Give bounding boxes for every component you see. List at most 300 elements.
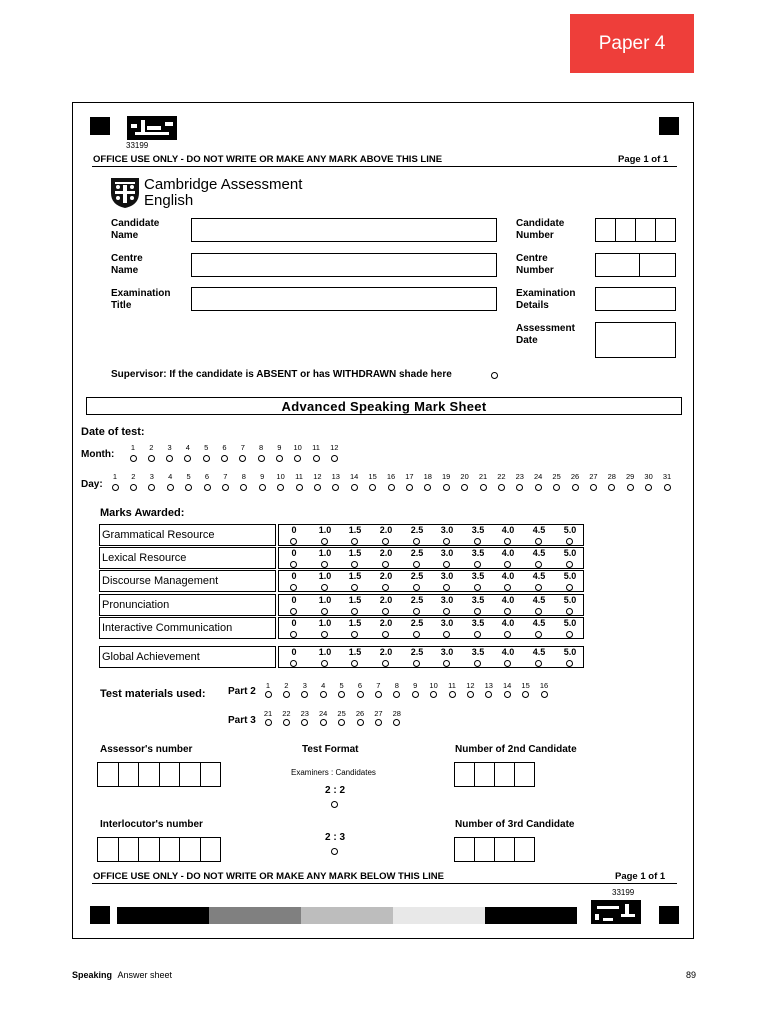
score-bubble[interactable] bbox=[413, 584, 420, 591]
office-use-top: OFFICE USE ONLY - DO NOT WRITE OR MAKE ANY MARK ABOVE THIS LINE bbox=[93, 154, 443, 165]
examiners-candidates-label: Examiners : Candidates bbox=[291, 768, 376, 777]
score-bubble[interactable] bbox=[351, 538, 358, 545]
score-bubble[interactable] bbox=[321, 538, 328, 545]
part2-number: 15 bbox=[521, 681, 530, 690]
score-value: 3.5 bbox=[471, 548, 485, 558]
score-value: 4.5 bbox=[532, 525, 546, 535]
day-number: 12 bbox=[313, 472, 322, 481]
score-bubble[interactable] bbox=[443, 584, 450, 591]
score-bubble[interactable] bbox=[321, 608, 328, 615]
month-number: 10 bbox=[293, 443, 302, 452]
part2-bubble[interactable] bbox=[283, 691, 290, 698]
score-value: 4.0 bbox=[501, 548, 515, 558]
score-value: 5.0 bbox=[563, 548, 577, 558]
part3-label: Part 3 bbox=[228, 715, 256, 726]
centre-name-field[interactable] bbox=[191, 253, 497, 277]
score-bubble[interactable] bbox=[504, 608, 511, 615]
part2-number: 2 bbox=[284, 681, 289, 690]
score-value: 0 bbox=[291, 647, 297, 657]
score-bubble[interactable] bbox=[443, 608, 450, 615]
day-number: 18 bbox=[423, 472, 432, 481]
criterion-label: Pronunciation bbox=[99, 594, 276, 616]
score-value: 3.5 bbox=[471, 647, 485, 657]
score-value: 1.0 bbox=[318, 618, 332, 628]
format-2-3-bubble[interactable] bbox=[331, 848, 338, 855]
score-value: 5.0 bbox=[563, 647, 577, 657]
third-candidate-label: Number of 3rd Candidate bbox=[455, 819, 575, 830]
day-bubble[interactable] bbox=[204, 484, 211, 491]
centre-number-label: Centre Number bbox=[516, 253, 554, 276]
format-2-2-label: 2 : 2 bbox=[325, 785, 346, 796]
day-number: 21 bbox=[478, 472, 488, 481]
code-bottom: 33199 bbox=[612, 888, 635, 897]
day-bubble[interactable] bbox=[351, 484, 358, 491]
month-bubble[interactable] bbox=[221, 455, 228, 462]
score-value: 2.5 bbox=[410, 595, 424, 605]
score-bubble[interactable] bbox=[443, 561, 450, 568]
score-value: 4.0 bbox=[501, 525, 515, 535]
day-number: 28 bbox=[607, 472, 616, 481]
score-bubble[interactable] bbox=[290, 584, 297, 591]
score-value: 3.5 bbox=[471, 525, 485, 535]
criterion-label: Global Achievement bbox=[99, 646, 276, 668]
score-value: 2.5 bbox=[410, 647, 424, 657]
score-value: 5.0 bbox=[563, 571, 577, 581]
score-value: 1.0 bbox=[318, 595, 332, 605]
part3-number: 21 bbox=[263, 709, 273, 718]
score-value: 3.0 bbox=[440, 571, 454, 581]
part2-label: Part 2 bbox=[228, 686, 256, 697]
page-indicator-bottom: Page 1 of 1 bbox=[615, 871, 666, 882]
part2-bubble[interactable] bbox=[504, 691, 511, 698]
score-value: 1.0 bbox=[318, 571, 332, 581]
part3-bubble[interactable] bbox=[375, 719, 382, 726]
part3-number: 25 bbox=[337, 709, 346, 718]
score-value: 3.0 bbox=[440, 618, 454, 628]
part3-number: 22 bbox=[282, 709, 291, 718]
score-bubble[interactable] bbox=[290, 561, 297, 568]
examination-details-field[interactable] bbox=[595, 287, 676, 311]
month-bubble[interactable] bbox=[203, 455, 210, 462]
score-value: 2.5 bbox=[410, 525, 424, 535]
score-bubble[interactable] bbox=[351, 584, 358, 591]
score-bubble[interactable] bbox=[535, 561, 542, 568]
criterion-label: Grammatical Resource bbox=[99, 524, 276, 546]
day-bubble[interactable] bbox=[388, 484, 395, 491]
month-label: Month: bbox=[81, 449, 115, 460]
month-bubble[interactable] bbox=[258, 455, 265, 462]
score-value: 2.0 bbox=[379, 525, 393, 535]
score-value: 1.5 bbox=[348, 647, 362, 657]
score-bubble[interactable] bbox=[535, 660, 542, 667]
score-bubble[interactable] bbox=[474, 538, 481, 545]
month-number: 6 bbox=[222, 443, 227, 452]
score-bubble[interactable] bbox=[351, 608, 358, 615]
score-bubble[interactable] bbox=[321, 584, 328, 591]
day-number: 5 bbox=[186, 472, 191, 481]
part2-number: 5 bbox=[339, 681, 344, 690]
test-materials-label: Test materials used: bbox=[100, 688, 206, 700]
score-value: 4.0 bbox=[501, 571, 515, 581]
day-bubble[interactable] bbox=[572, 484, 579, 491]
score-value: 5.0 bbox=[563, 525, 577, 535]
candidate-name-field[interactable] bbox=[191, 218, 497, 242]
month-number: 11 bbox=[312, 443, 320, 452]
score-value: 5.0 bbox=[563, 595, 577, 605]
mark-sheet-title: Advanced Speaking Mark Sheet bbox=[86, 397, 682, 415]
part2-bubble[interactable] bbox=[467, 691, 474, 698]
corner-marker-top-right bbox=[659, 117, 679, 135]
candidate-number-field[interactable] bbox=[595, 218, 676, 242]
score-bubble[interactable] bbox=[351, 660, 358, 667]
score-value: 3.5 bbox=[471, 618, 485, 628]
score-bubble[interactable] bbox=[443, 660, 450, 667]
part3-bubble[interactable] bbox=[357, 719, 364, 726]
score-value: 0 bbox=[291, 595, 297, 605]
month-number: 7 bbox=[240, 443, 245, 452]
day-number: 11 bbox=[295, 472, 303, 481]
score-value: 4.5 bbox=[532, 595, 546, 605]
score-value: 3.5 bbox=[471, 595, 485, 605]
score-value: 5.0 bbox=[563, 618, 577, 628]
score-value: 3.0 bbox=[440, 525, 454, 535]
day-number: 4 bbox=[168, 472, 173, 481]
score-value: 0 bbox=[291, 548, 297, 558]
score-value: 1.0 bbox=[318, 647, 332, 657]
month-number: 8 bbox=[259, 443, 264, 452]
score-row bbox=[278, 570, 584, 592]
interlocutor-number-label: Interlocutor's number bbox=[100, 819, 203, 830]
office-use-bottom: OFFICE USE ONLY - DO NOT WRITE OR MAKE ANY MARK BELOW THIS LINE bbox=[93, 871, 444, 882]
day-bubble[interactable] bbox=[627, 484, 634, 491]
part2-bubble[interactable] bbox=[357, 691, 364, 698]
examination-title-field[interactable] bbox=[191, 287, 497, 311]
part2-bubble[interactable] bbox=[541, 691, 548, 698]
score-value: 1.0 bbox=[318, 548, 332, 558]
score-bubble[interactable] bbox=[290, 660, 297, 667]
format-2-2-bubble[interactable] bbox=[331, 801, 338, 808]
score-row bbox=[278, 594, 584, 616]
score-bubble[interactable] bbox=[566, 608, 573, 615]
score-bubble[interactable] bbox=[382, 538, 389, 545]
footer-section: Speaking bbox=[72, 970, 113, 980]
interlocutor-number-field[interactable] bbox=[97, 837, 221, 862]
grey-scale-strip bbox=[117, 907, 577, 924]
month-bubble[interactable] bbox=[331, 455, 338, 462]
page-footer bbox=[72, 970, 172, 980]
score-value: 0 bbox=[291, 571, 297, 581]
day-number: 30 bbox=[644, 472, 653, 481]
day-number: 1 bbox=[112, 472, 118, 481]
score-bubble[interactable] bbox=[566, 584, 573, 591]
score-value: 3.0 bbox=[440, 647, 454, 657]
score-bubble[interactable] bbox=[413, 660, 420, 667]
day-number: 27 bbox=[589, 472, 598, 481]
score-bubble[interactable] bbox=[566, 561, 573, 568]
score-bubble[interactable] bbox=[504, 631, 511, 638]
score-value: 0 bbox=[291, 525, 297, 535]
score-bubble[interactable] bbox=[382, 660, 389, 667]
score-bubble[interactable] bbox=[413, 631, 420, 638]
part3-number: 26 bbox=[355, 709, 365, 718]
day-number: 23 bbox=[515, 472, 524, 481]
day-number: 25 bbox=[552, 472, 561, 481]
day-bubble[interactable] bbox=[296, 484, 303, 491]
score-value: 2.0 bbox=[379, 647, 393, 657]
centre-number-field[interactable] bbox=[595, 253, 676, 277]
score-bubble[interactable] bbox=[382, 584, 389, 591]
part2-number: 10 bbox=[429, 681, 438, 690]
day-number: 10 bbox=[276, 472, 285, 481]
day-bubble[interactable] bbox=[112, 484, 119, 491]
part2-number: 16 bbox=[539, 681, 549, 690]
score-bubble[interactable] bbox=[504, 584, 511, 591]
day-number: 26 bbox=[570, 472, 580, 481]
day-bubble[interactable] bbox=[222, 484, 229, 491]
day-label: Day: bbox=[81, 479, 103, 490]
assessor-number-label: Assessor's number bbox=[100, 744, 193, 755]
day-bubble[interactable] bbox=[664, 484, 671, 491]
day-number: 15 bbox=[368, 472, 377, 481]
score-bubble[interactable] bbox=[474, 660, 481, 667]
score-value: 3.5 bbox=[471, 571, 485, 581]
score-bubble[interactable] bbox=[382, 561, 389, 568]
score-value: 1.5 bbox=[348, 595, 362, 605]
second-candidate-label: Number of 2nd Candidate bbox=[455, 744, 577, 755]
part2-number: 12 bbox=[466, 681, 475, 690]
score-value: 4.5 bbox=[532, 647, 546, 657]
day-number: 16 bbox=[386, 472, 396, 481]
footer-subtitle: Answer sheet bbox=[117, 970, 173, 980]
day-number: 24 bbox=[534, 472, 543, 481]
score-bubble[interactable] bbox=[474, 584, 481, 591]
score-value: 3.0 bbox=[440, 548, 454, 558]
score-value: 4.0 bbox=[501, 618, 515, 628]
score-bubble[interactable] bbox=[566, 631, 573, 638]
day-number: 31 bbox=[662, 472, 672, 481]
part2-number: 1 bbox=[265, 681, 271, 690]
score-value: 2.0 bbox=[379, 571, 393, 581]
second-candidate-field[interactable] bbox=[454, 762, 535, 787]
day-number: 9 bbox=[260, 472, 265, 481]
supervisor-instruction: Supervisor: If the candidate is ABSENT or has WITHDRAWN shade here bbox=[111, 369, 452, 380]
score-bubble[interactable] bbox=[535, 608, 542, 615]
format-2-3-label: 2 : 3 bbox=[325, 832, 346, 843]
cambridge-crest-icon bbox=[110, 177, 140, 209]
score-value: 2.0 bbox=[379, 548, 393, 558]
score-bubble[interactable] bbox=[566, 660, 573, 667]
part3-bubble[interactable] bbox=[265, 719, 272, 726]
test-format-label: Test Format bbox=[302, 744, 359, 755]
month-number: 3 bbox=[167, 443, 172, 452]
absent-withdrawn-bubble[interactable] bbox=[491, 372, 498, 379]
score-bubble[interactable] bbox=[443, 631, 450, 638]
score-bubble[interactable] bbox=[290, 538, 297, 545]
score-bubble[interactable] bbox=[413, 561, 420, 568]
month-bubble[interactable] bbox=[148, 455, 155, 462]
part3-number: 28 bbox=[392, 709, 401, 718]
part2-bubble[interactable] bbox=[320, 691, 327, 698]
score-value: 4.5 bbox=[532, 618, 546, 628]
month-bubble[interactable] bbox=[313, 455, 320, 462]
score-bubble[interactable] bbox=[351, 561, 358, 568]
score-value: 1.5 bbox=[348, 525, 362, 535]
score-row bbox=[278, 617, 584, 639]
assessment-date-field[interactable] bbox=[595, 322, 676, 358]
third-candidate-field[interactable] bbox=[454, 837, 535, 862]
marks-awarded-label: Marks Awarded: bbox=[100, 507, 185, 519]
corner-marker-bottom-right bbox=[659, 906, 679, 924]
score-value: 2.5 bbox=[410, 571, 424, 581]
day-bubble[interactable] bbox=[443, 484, 450, 491]
score-bubble[interactable] bbox=[504, 561, 511, 568]
score-value: 1.5 bbox=[348, 571, 362, 581]
criterion-label: Discourse Management bbox=[99, 570, 276, 592]
score-value: 4.5 bbox=[532, 548, 546, 558]
day-number: 19 bbox=[442, 472, 451, 481]
day-bubble[interactable] bbox=[259, 484, 266, 491]
day-bubble[interactable] bbox=[130, 484, 137, 491]
day-number: 2 bbox=[131, 472, 136, 481]
paper-tag: Paper 4 bbox=[570, 14, 694, 73]
score-value: 0 bbox=[291, 618, 297, 628]
examination-details-label: Examination Details bbox=[516, 288, 576, 311]
divider-bottom bbox=[92, 883, 677, 884]
score-bubble[interactable] bbox=[535, 584, 542, 591]
score-bubble[interactable] bbox=[290, 608, 297, 615]
part2-number: 14 bbox=[503, 681, 512, 690]
footer-page-number: 89 bbox=[685, 970, 696, 980]
month-number: 5 bbox=[204, 443, 209, 452]
score-bubble[interactable] bbox=[413, 538, 420, 545]
day-number: 7 bbox=[223, 472, 228, 481]
score-value: 4.0 bbox=[501, 595, 515, 605]
score-row bbox=[278, 547, 584, 569]
logo-line2: English bbox=[144, 192, 194, 209]
day-number: 13 bbox=[331, 472, 340, 481]
month-number: 2 bbox=[149, 443, 154, 452]
part2-bubble[interactable] bbox=[449, 691, 456, 698]
criterion-label: Interactive Communication bbox=[99, 617, 276, 639]
day-number: 20 bbox=[460, 472, 469, 481]
score-value: 2.0 bbox=[379, 595, 393, 605]
score-bubble[interactable] bbox=[321, 660, 328, 667]
assessment-date-label: Assessment Date bbox=[516, 323, 575, 346]
score-value: 1.5 bbox=[348, 548, 362, 558]
day-bubble[interactable] bbox=[406, 484, 413, 491]
day-number: 8 bbox=[241, 472, 246, 481]
code-top: 33199 bbox=[126, 141, 149, 150]
day-bubble[interactable] bbox=[498, 484, 505, 491]
score-bubble[interactable] bbox=[290, 631, 297, 638]
part2-number: 3 bbox=[302, 681, 307, 690]
score-bubble[interactable] bbox=[382, 631, 389, 638]
score-bubble[interactable] bbox=[504, 660, 511, 667]
score-bubble[interactable] bbox=[474, 561, 481, 568]
score-bubble[interactable] bbox=[535, 538, 542, 545]
candidate-name-label: Candidate Name bbox=[111, 218, 160, 241]
examination-title-label: Examination Title bbox=[111, 288, 171, 311]
score-bubble[interactable] bbox=[443, 538, 450, 545]
score-value: 4.5 bbox=[532, 571, 546, 581]
logo-line1: Cambridge Assessment bbox=[144, 176, 303, 193]
month-number: 12 bbox=[330, 443, 339, 452]
divider-top bbox=[92, 166, 677, 167]
part3-bubble[interactable] bbox=[320, 719, 327, 726]
day-bubble[interactable] bbox=[590, 484, 597, 491]
part3-bubble[interactable] bbox=[283, 719, 290, 726]
part2-bubble[interactable] bbox=[265, 691, 272, 698]
assessor-number-field[interactable] bbox=[97, 762, 221, 787]
score-value: 2.0 bbox=[379, 618, 393, 628]
score-bubble[interactable] bbox=[504, 538, 511, 545]
day-number: 17 bbox=[405, 472, 414, 481]
part2-number: 7 bbox=[376, 681, 381, 690]
score-value: 2.5 bbox=[410, 618, 424, 628]
score-value: 4.0 bbox=[501, 647, 515, 657]
score-bubble[interactable] bbox=[413, 608, 420, 615]
day-bubble[interactable] bbox=[535, 484, 542, 491]
day-bubble[interactable] bbox=[167, 484, 174, 491]
part3-number: 23 bbox=[300, 709, 309, 718]
score-value: 3.0 bbox=[440, 595, 454, 605]
part2-number: 9 bbox=[413, 681, 418, 690]
score-bubble[interactable] bbox=[382, 608, 389, 615]
score-bubble[interactable] bbox=[321, 631, 328, 638]
part2-number: 13 bbox=[484, 681, 493, 690]
score-bubble[interactable] bbox=[535, 631, 542, 638]
day-bubble[interactable] bbox=[314, 484, 321, 491]
part2-bubble[interactable] bbox=[375, 691, 382, 698]
score-bubble[interactable] bbox=[321, 561, 328, 568]
score-bubble[interactable] bbox=[474, 608, 481, 615]
corner-marker-bottom-left bbox=[90, 906, 110, 924]
part3-number: 24 bbox=[319, 709, 328, 718]
month-bubble[interactable] bbox=[276, 455, 283, 462]
day-number: 29 bbox=[626, 472, 635, 481]
barcode-top bbox=[127, 116, 177, 140]
month-number: 9 bbox=[277, 443, 282, 452]
day-number: 14 bbox=[350, 472, 359, 481]
part2-number: 8 bbox=[394, 681, 399, 690]
score-value: 2.5 bbox=[410, 548, 424, 558]
day-bubble[interactable] bbox=[480, 484, 487, 491]
part2-number: 11 bbox=[448, 681, 456, 690]
part3-number: 27 bbox=[374, 709, 383, 718]
corner-marker-top-left bbox=[90, 117, 110, 135]
date-of-test-label: Date of test: bbox=[81, 426, 145, 438]
score-bubble[interactable] bbox=[351, 631, 358, 638]
month-number: 4 bbox=[185, 443, 190, 452]
score-row bbox=[278, 524, 584, 546]
month-number: 1 bbox=[130, 443, 136, 452]
part2-number: 6 bbox=[357, 681, 363, 690]
score-bubble[interactable] bbox=[566, 538, 573, 545]
criterion-label: Lexical Resource bbox=[99, 547, 276, 569]
page-indicator-top: Page 1 of 1 bbox=[618, 154, 669, 165]
score-row bbox=[278, 646, 584, 668]
day-number: 3 bbox=[149, 472, 154, 481]
part2-number: 4 bbox=[321, 681, 326, 690]
month-bubble[interactable] bbox=[130, 455, 137, 462]
score-value: 1.5 bbox=[348, 618, 362, 628]
score-value: 1.0 bbox=[318, 525, 332, 535]
centre-name-label: Centre Name bbox=[111, 253, 143, 276]
candidate-number-label: Candidate Number bbox=[516, 218, 565, 241]
score-bubble[interactable] bbox=[474, 631, 481, 638]
part2-bubble[interactable] bbox=[412, 691, 419, 698]
day-number: 6 bbox=[204, 472, 210, 481]
